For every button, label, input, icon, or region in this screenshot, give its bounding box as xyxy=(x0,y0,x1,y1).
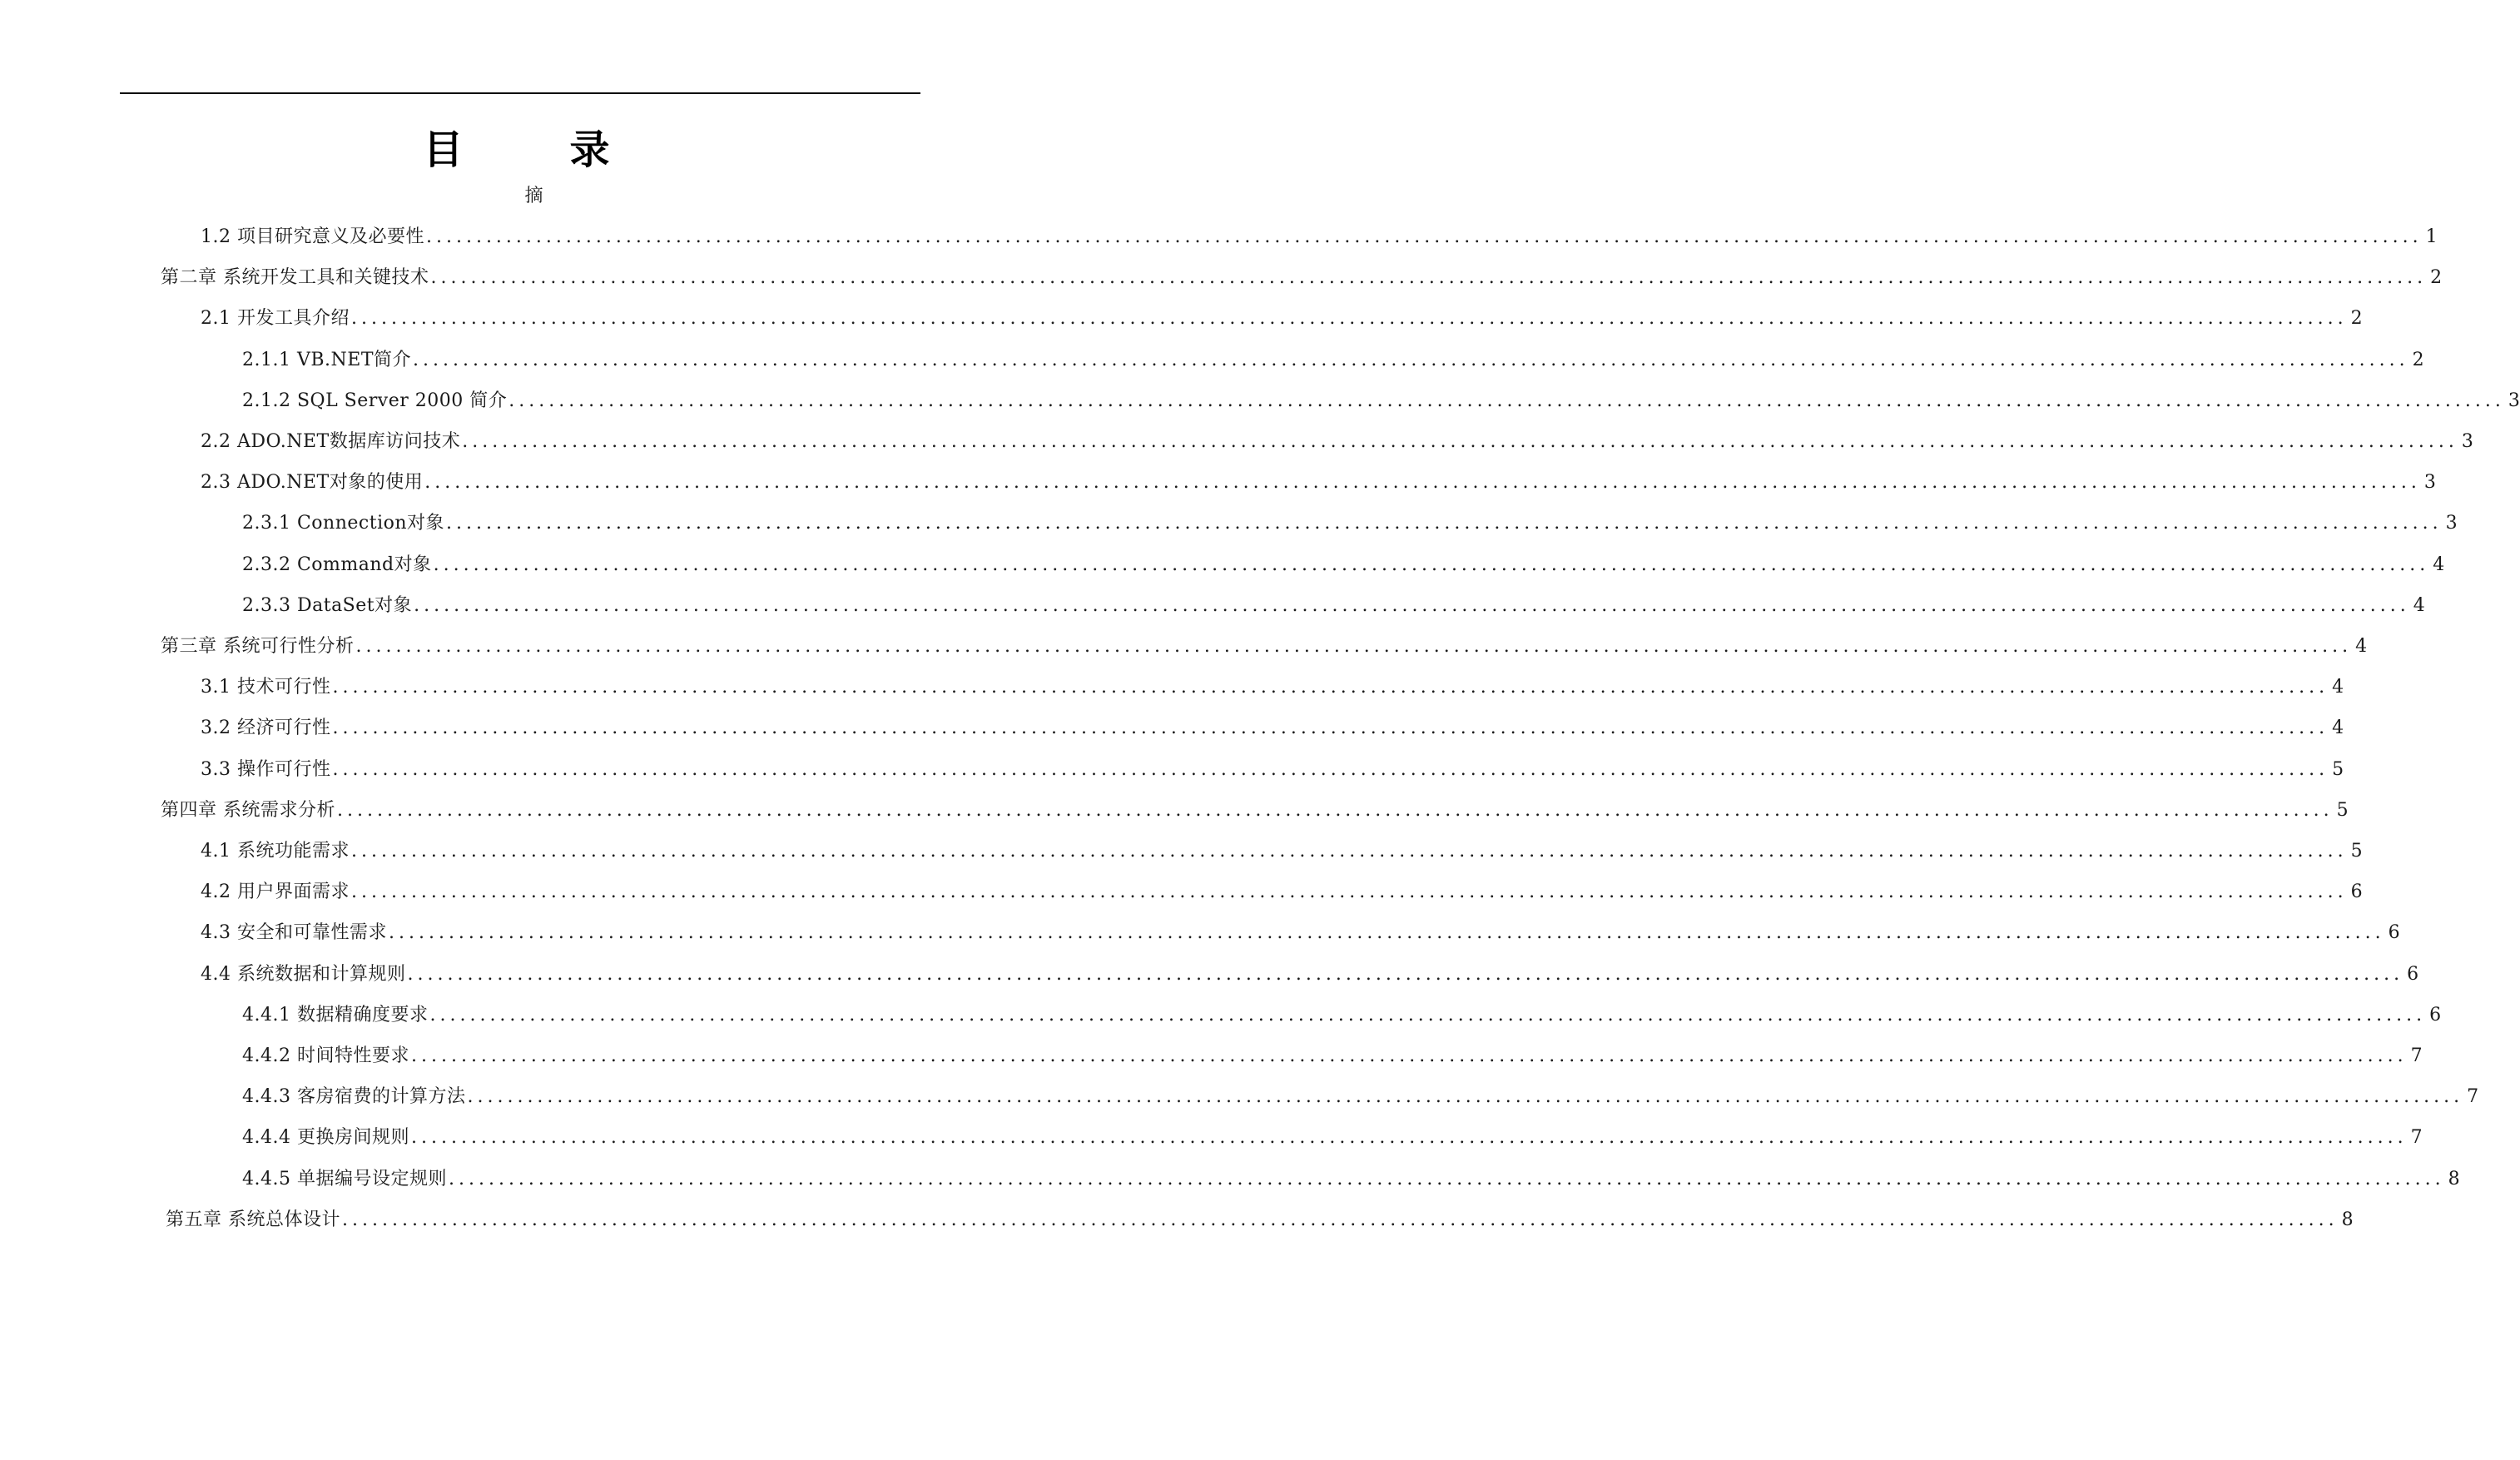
toc-page-number: 3 xyxy=(2445,513,2458,534)
toc-entry[interactable] xyxy=(242,1167,2460,1192)
toc-entry-label: 4.4.4 更换房间规则 xyxy=(242,1127,409,1148)
toc-entry-label: 4.4.1 数据精确度要求 xyxy=(242,1005,429,1025)
toc-dot-leader: ........................................................................................................................................................................................................ xyxy=(407,964,2404,985)
toc-entry-label: 3.1 技术可行性 xyxy=(201,677,331,698)
toc-entry[interactable] xyxy=(201,675,2344,700)
toc-page-number: 4 xyxy=(2332,677,2344,698)
toc-entry[interactable] xyxy=(201,839,2363,864)
toc-entry[interactable] xyxy=(161,266,2443,291)
toc-page-number: 7 xyxy=(2410,1045,2423,1066)
toc-page-number: 8 xyxy=(2448,1169,2460,1189)
toc-page-number: 6 xyxy=(2350,881,2363,902)
toc-dot-leader: ........................................................................................................................................................................................................ xyxy=(332,718,2329,738)
toc-page-number: 2 xyxy=(2350,308,2363,329)
toc-page-number: 2 xyxy=(2430,267,2443,288)
toc-dot-leader: ........................................................................................................................................................................................................ xyxy=(342,1209,2339,1230)
toc-entry[interactable] xyxy=(201,306,2363,331)
toc-entry-label: 2.3.2 Command对象 xyxy=(242,554,432,575)
toc-dot-leader: ........................................................................................................................................................................................................ xyxy=(425,226,2423,247)
toc-entry-label: 第二章 系统开发工具和关键技术 xyxy=(161,267,429,288)
toc-page-number: 7 xyxy=(2410,1127,2423,1148)
toc-page-number: 4 xyxy=(2433,554,2445,575)
header-rule xyxy=(120,92,920,94)
toc-page-number: 6 xyxy=(2429,1005,2442,1025)
toc-page-number: 6 xyxy=(2388,922,2400,943)
toc-page-number: 5 xyxy=(2332,759,2344,780)
toc-dot-leader: ........................................................................................................................................................................................................ xyxy=(350,308,2348,329)
toc-dot-leader: ........................................................................................................................................................................................................ xyxy=(410,1127,2408,1148)
toc-dot-leader: ........................................................................................................................................................................................................ xyxy=(350,841,2348,862)
toc-dot-leader: ........................................................................................................................................................................................................ xyxy=(337,800,2334,821)
toc-page-number: 6 xyxy=(2407,964,2419,985)
toc-page-number: 2 xyxy=(2412,350,2424,370)
toc-entry[interactable] xyxy=(201,962,2419,987)
toc-page-number: 4 xyxy=(2332,718,2344,738)
toc-entry-label: 第五章 系统总体设计 xyxy=(166,1209,340,1230)
toc-entry-label: 4.4.3 客房宿费的计算方法 xyxy=(242,1086,466,1107)
toc-entry[interactable] xyxy=(242,1085,2479,1110)
toc-entry[interactable] xyxy=(201,921,2400,946)
toc-page-number: 1 xyxy=(2425,226,2438,247)
toc-entry-label: 3.3 操作可行性 xyxy=(201,759,331,780)
toc-dot-leader: ........................................................................................................................................................................................................ xyxy=(446,513,2443,534)
toc-dot-leader: ........................................................................................................................................................................................................ xyxy=(462,431,2458,452)
toc-entry[interactable] xyxy=(161,634,2368,659)
toc-entry-label: 4.1 系统功能需求 xyxy=(201,841,350,862)
toc-page-number: 3 xyxy=(2423,472,2436,493)
toc-page-number: 4 xyxy=(2355,636,2368,657)
toc-entry-label: 第三章 系统可行性分析 xyxy=(161,636,355,657)
toc-dot-leader: ........................................................................................................................................................................................................ xyxy=(414,595,2410,616)
toc-entry[interactable] xyxy=(242,348,2424,373)
toc-entry-label: 4.4.2 时间特性要求 xyxy=(242,1045,409,1066)
toc-entry[interactable] xyxy=(242,593,2425,618)
toc-entry[interactable] xyxy=(201,757,2344,782)
toc-page-number: 4 xyxy=(2413,595,2425,616)
toc-page-number: 3 xyxy=(2461,431,2473,452)
toc-entry-label: 2.3.3 DataSet对象 xyxy=(242,595,413,616)
toc-entry-label: 4.3 安全和可靠性需求 xyxy=(201,922,387,943)
toc-entry[interactable] xyxy=(201,470,2436,495)
toc-entry-label: 1.2 项目研究意义及必要性 xyxy=(201,226,424,247)
toc-dot-leader: ........................................................................................................................................................................................................ xyxy=(508,390,2505,411)
toc-entry-label: 2.3 ADO.NET对象的使用 xyxy=(201,472,424,493)
toc-dot-leader: ........................................................................................................................................................................................................ xyxy=(388,922,2385,943)
toc-entry[interactable] xyxy=(242,553,2445,578)
toc-entry-label: 4.4 系统数据和计算规则 xyxy=(201,964,406,985)
toc-dot-leader: ........................................................................................................................................................................................................ xyxy=(429,1005,2427,1025)
toc-dot-leader: ........................................................................................................................................................................................................ xyxy=(467,1086,2464,1107)
toc-page-number: 5 xyxy=(2350,841,2363,862)
toc-dot-leader: ........................................................................................................................................................................................................ xyxy=(430,267,2428,288)
toc-entry[interactable] xyxy=(242,1125,2423,1150)
toc-entry[interactable] xyxy=(242,511,2458,536)
toc-entry[interactable] xyxy=(242,389,2520,414)
toc-entry-label: 3.2 经济可行性 xyxy=(201,718,331,738)
toc-entry-label: 4.4.5 单据编号设定规则 xyxy=(242,1169,447,1189)
toc-entry[interactable] xyxy=(161,798,2349,823)
toc-entry-label: 2.2 ADO.NET数据库访问技术 xyxy=(201,431,461,452)
toc-entry-label: 2.3.1 Connection对象 xyxy=(242,513,445,534)
toc-entry-label: 第四章 系统需求分析 xyxy=(161,800,335,821)
toc-entry[interactable] xyxy=(201,716,2344,741)
toc-page-number: 7 xyxy=(2467,1086,2479,1107)
toc-page-number: 5 xyxy=(2336,800,2349,821)
toc-dot-leader: ........................................................................................................................................................................................................ xyxy=(424,472,2421,493)
toc-dot-leader: ........................................................................................................................................................................................................ xyxy=(410,1045,2408,1066)
toc-dot-leader: ........................................................................................................................................................................................................ xyxy=(355,636,2353,657)
toc-dot-leader: ........................................................................................................................................................................................................ xyxy=(350,881,2348,902)
toc-dot-leader: ........................................................................................................................................................................................................ xyxy=(332,677,2329,698)
toc-dot-leader: ........................................................................................................................................................................................................ xyxy=(332,759,2329,780)
toc-entry[interactable] xyxy=(201,880,2363,905)
toc-entry[interactable] xyxy=(166,1208,2354,1233)
toc-entry-label: 2.1.2 SQL Server 2000 简介 xyxy=(242,390,508,411)
toc-entry[interactable] xyxy=(201,225,2438,250)
abstract-heading: 摘 xyxy=(524,186,543,206)
page-title: 目 录 xyxy=(423,127,643,173)
toc-page-number: 3 xyxy=(2508,390,2520,411)
toc-entry[interactable] xyxy=(242,1003,2442,1028)
toc-dot-leader: ........................................................................................................................................................................................................ xyxy=(448,1169,2445,1189)
toc-entry-label: 2.1.1 VB.NET简介 xyxy=(242,350,412,370)
toc-entry-label: 4.2 用户界面需求 xyxy=(201,881,350,902)
toc-entry[interactable] xyxy=(201,430,2473,454)
toc-entry[interactable] xyxy=(242,1044,2423,1069)
toc-dot-leader: ........................................................................................................................................................................................................ xyxy=(413,350,2409,370)
toc-page-number: 8 xyxy=(2341,1209,2354,1230)
toc-entry-label: 2.1 开发工具介绍 xyxy=(201,308,350,329)
toc-dot-leader: ........................................................................................................................................................................................................ xyxy=(433,554,2430,575)
